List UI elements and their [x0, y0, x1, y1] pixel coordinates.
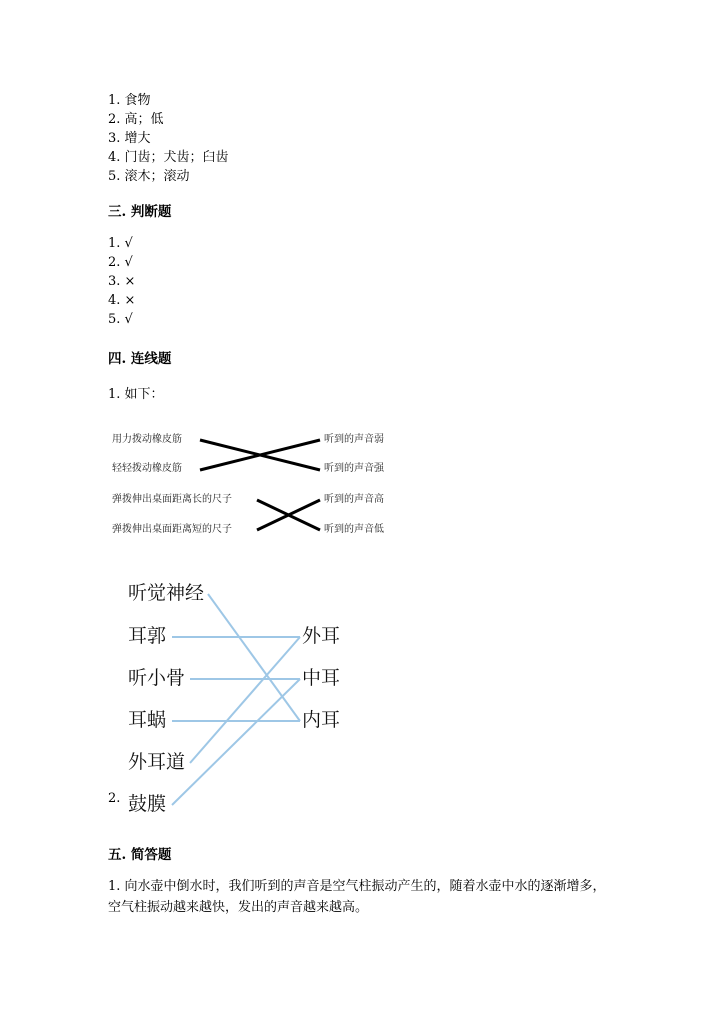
answer-line-2: 2. 高；低 [108, 112, 164, 127]
answer-line-4: 4. 门齿；犬齿；臼齿 [108, 150, 229, 165]
matching-diagram-2 [100, 570, 360, 820]
matching-q1-label: 1. 如下： [108, 387, 164, 402]
diagram1-left-4: 弹拨伸出桌面距离短的尺子 [112, 524, 232, 535]
diagram2-left-6: 鼓膜 [128, 793, 167, 815]
diagram2-left-5: 外耳道 [128, 751, 186, 773]
diagram2-left-2: 耳郭 [128, 625, 167, 647]
diagram1-right-2: 听到的声音强 [324, 463, 384, 474]
judgement-item-3: 3. × [108, 274, 136, 289]
diagram2-right-2: 中耳 [302, 667, 341, 689]
diagram1-left-2: 轻轻拨动橡皮筋 [112, 463, 182, 474]
diagram1-left-3: 弹拨伸出桌面距离长的尺子 [112, 494, 232, 505]
answer-line-3: 3. 增大 [108, 131, 151, 146]
judgement-item-4: 4. × [108, 293, 136, 308]
diagram1-right-1: 听到的声音弱 [324, 434, 384, 445]
judgement-item-2: 2. √ [108, 255, 133, 270]
diagram2-connector-1 [208, 594, 300, 721]
answer-line-1: 1. 食物 [108, 93, 151, 108]
diagram2-connector-5 [190, 637, 300, 763]
section-title-judgement: 三. 判断题 [108, 204, 172, 220]
diagram1-right-3: 听到的声音高 [324, 494, 384, 505]
diagram1-left-1: 用力拨动橡皮筋 [112, 434, 182, 445]
matching-q2-label: 2. [108, 791, 121, 806]
diagram2-connector-6 [172, 679, 300, 805]
section-title-matching: 四. 连线题 [108, 351, 172, 367]
diagram2-left-1: 听觉神经 [128, 582, 205, 604]
judgement-item-1: 1. √ [108, 236, 133, 251]
diagram1-right-4: 听到的声音低 [324, 524, 384, 535]
judgement-item-5: 5. √ [108, 312, 133, 327]
short-answer-1: 1. 向水壶中倒水时，我们听到的声音是空气柱振动产生的，随着水壶中水的逐渐增多，空气柱振动越来越快，发出的声音越来越高。 [108, 879, 606, 915]
section-title-short-answer: 五. 简答题 [108, 847, 172, 863]
diagram2-right-3: 内耳 [302, 709, 341, 731]
diagram2-left-3: 听小骨 [128, 667, 186, 689]
diagram2-left-4: 耳蜗 [128, 709, 167, 731]
diagram2-right-1: 外耳 [302, 625, 341, 647]
matching-diagram-1 [100, 420, 410, 545]
answer-line-5: 5. 滚木；滚动 [108, 169, 190, 184]
